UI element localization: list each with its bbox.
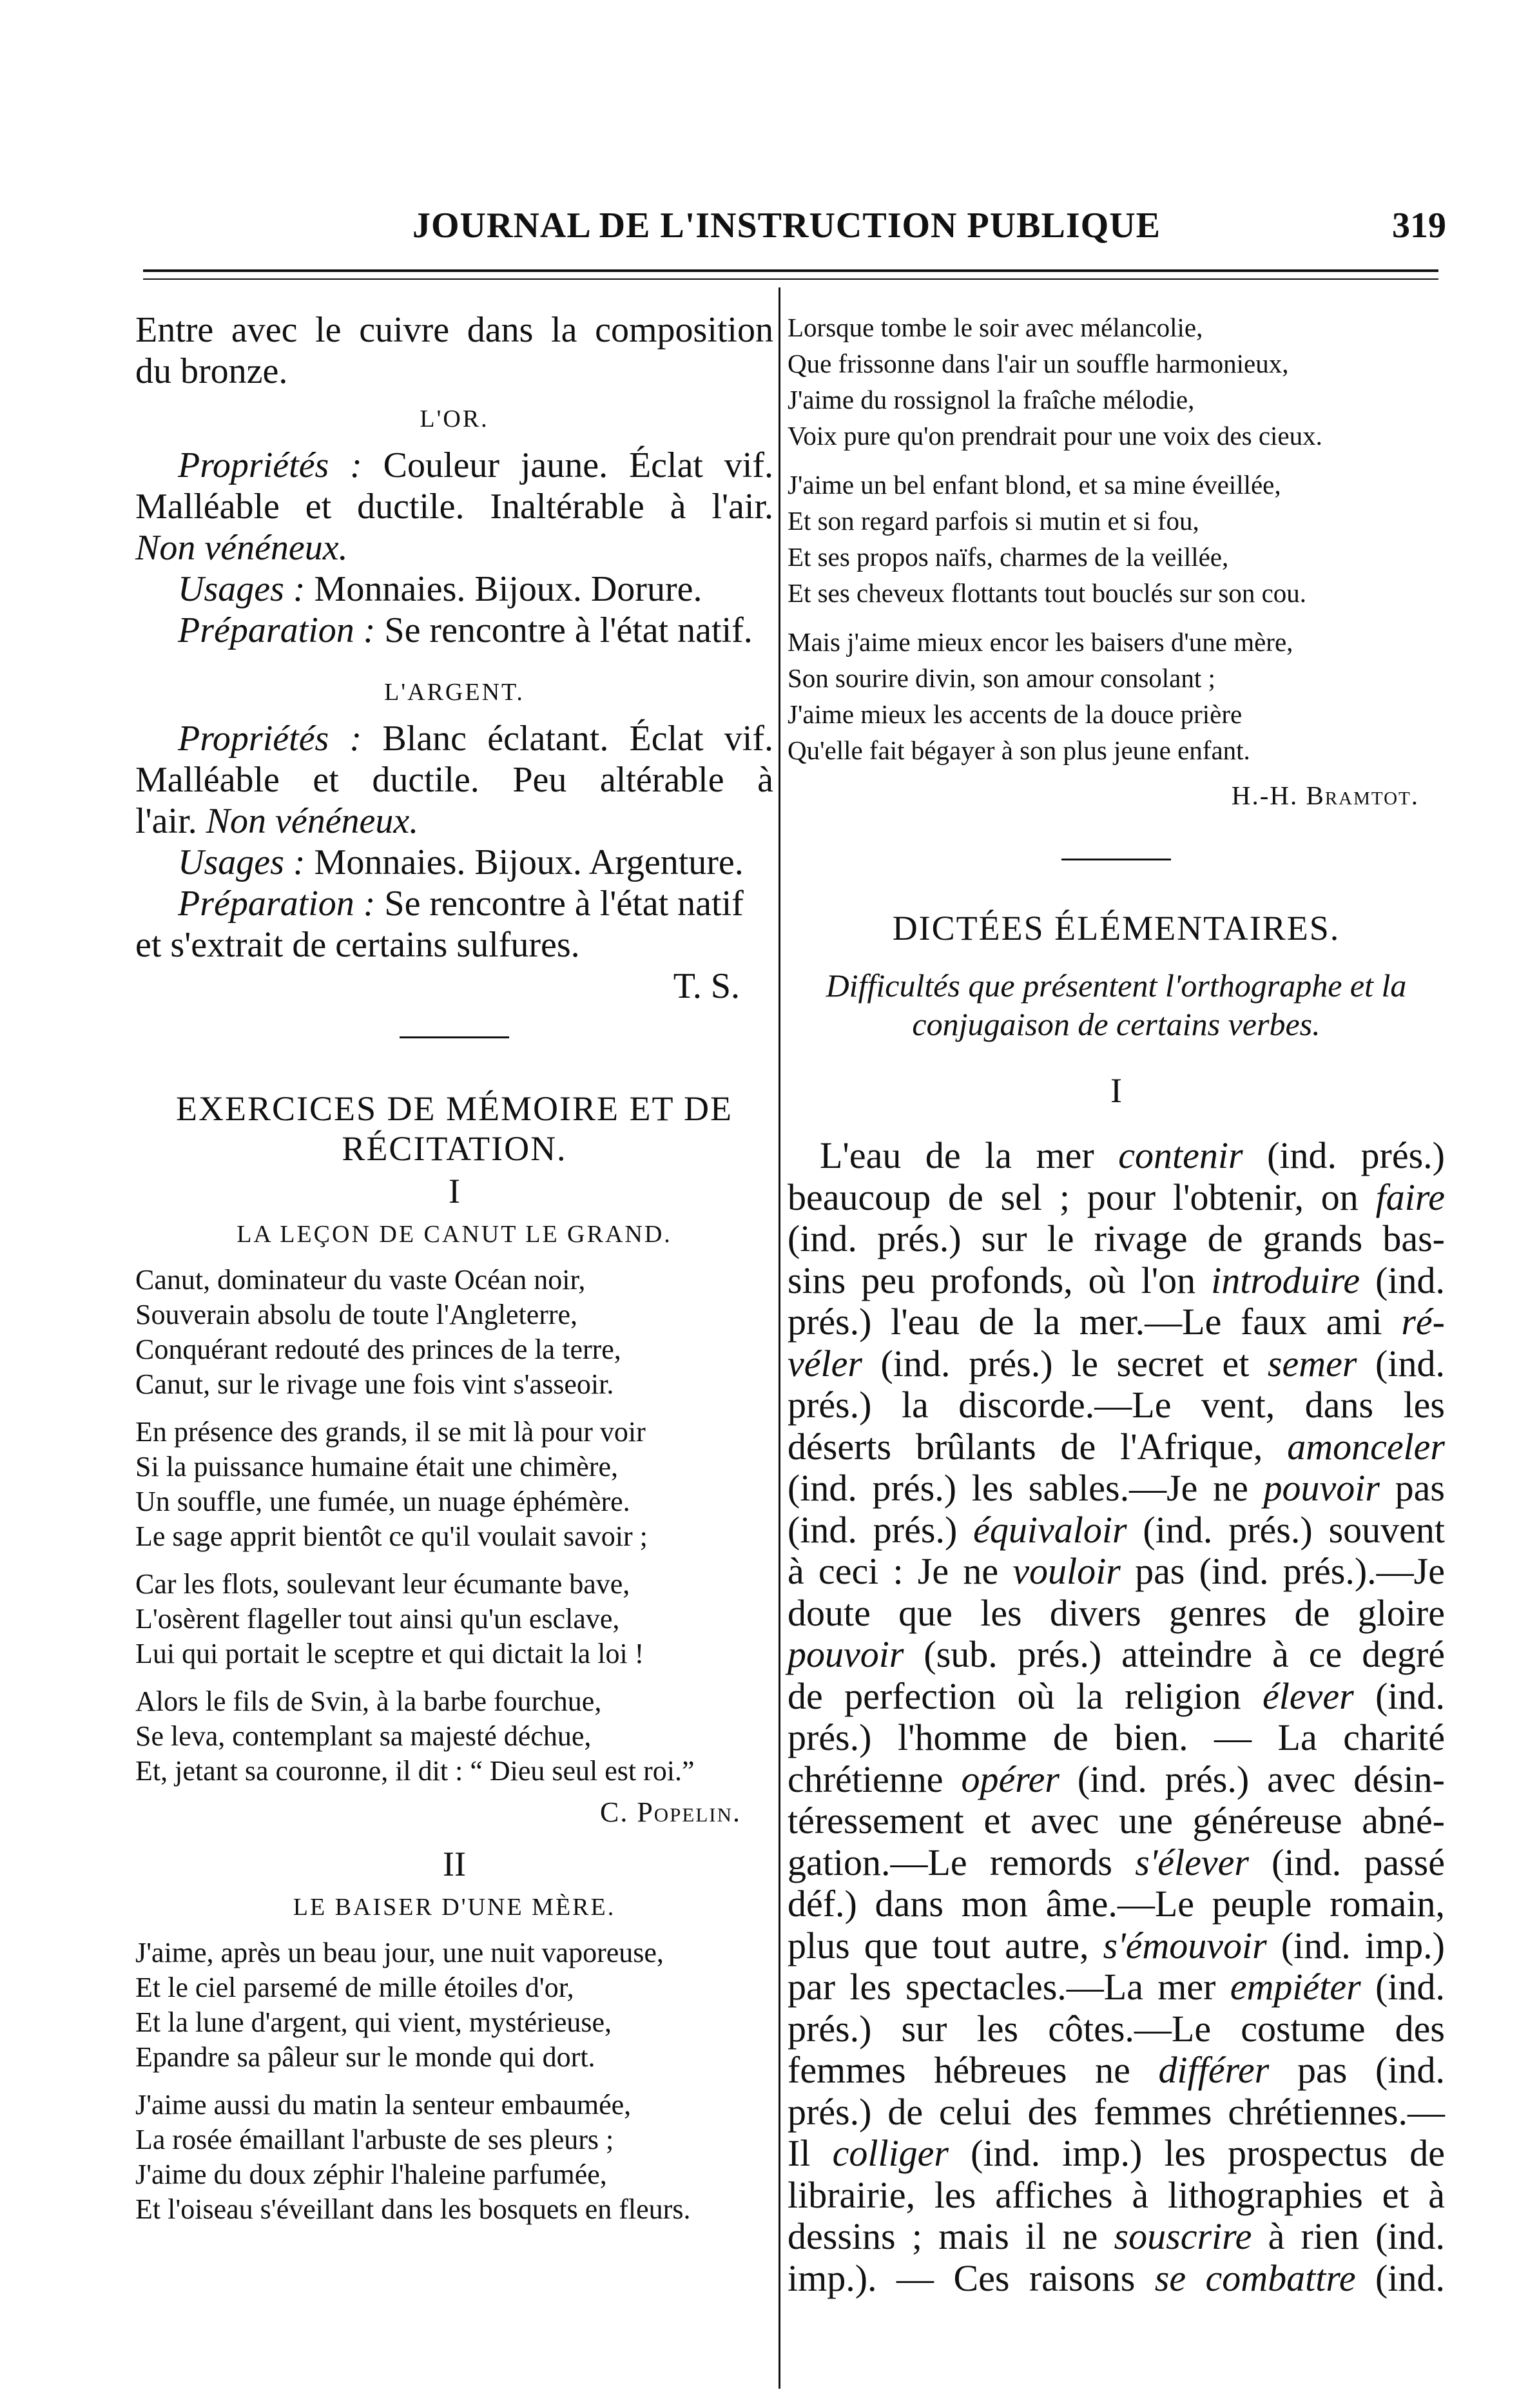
verse-line: J'aime aussi du matin la senteur embaumée, [135,2089,632,2121]
dictee-line: prés.) l'eau de la mer.—Le faux ami ré- [788,1301,1445,1343]
value: Couleur jaune. Éclat vif. [362,445,774,485]
dictee-line: sins peu profonds, où l'on introduire (ind. [788,1259,1445,1301]
poem-author: H.-H. Bramtot. [1231,781,1419,810]
or-section [135,445,773,651]
verse-line: Et son regard parfois si mutin et si fou, [788,506,1199,536]
dictee-line: à ceci : Je ne vouloir pas (ind. prés.).—Je [788,1550,1445,1592]
verse-line: Qu'elle fait bégayer à son plus jeune enfant. [788,735,1250,765]
stanza [788,467,1445,611]
text-line [135,801,773,842]
verse-line: J'aime mieux les accents de la douce prière [788,699,1243,729]
text-line: Entre avec le cuivre dans la composition [135,310,773,350]
section-divider [1061,859,1171,860]
stanza [135,1936,773,2075]
verse-line: Canut, sur le rivage une fois vint s'asseoir. [135,1368,614,1400]
verse-line: Canut, dominateur du vaste Océan noir, [135,1264,586,1296]
running-head: JOURNAL DE L'INSTRUCTION PUBLIQUE [412,206,1161,246]
dictees-title: DICTÉES ÉLÉMENTAIRES. [892,909,1340,947]
text-line [135,568,773,610]
verse-line: J'aime un bel enfant blond, et sa mine éveillée, [788,470,1281,500]
dictee-line: doute que les divers genres de gloire [788,1591,1445,1634]
stanza [135,1684,773,1789]
dictee-line: prés.) l'homme de bien. — La charité [788,1716,1445,1758]
title-line: RÉCITATION. [342,1129,567,1168]
label: Non vénéneux. [206,801,419,841]
signature: T. S. [673,966,740,1006]
verse-line: Et la lune d'argent, qui vient, mystérieuse, [135,2006,612,2038]
text-line: et s'extrait de certains sulfures. [135,925,580,965]
dictee-line: prés.) la discorde.—Le vent, dans les [788,1384,1445,1426]
text-line: Malléable et ductile. Inaltérable à l'air. [135,487,773,527]
dictee-line: imp.). — Ces raisons se combattre (ind. [788,2257,1445,2299]
dictee-line: téressement et avec une généreuse abné- [788,1800,1445,1841]
left-column [135,309,773,2240]
label: Préparation : [178,884,376,924]
dictees-subtitle [788,966,1445,1044]
section-divider [400,1036,509,1038]
dictee-line: véler (ind. prés.) le secret et semer (ind. [788,1342,1445,1384]
verse-line: L'osèrent flageller tout ainsi qu'un esclave, [135,1603,620,1635]
subtitle-line: Difficultés que présentent l'orthographe et la [826,967,1407,1004]
dictee-line: chrétienne opérer (ind. prés.) avec désin- [788,1758,1445,1800]
label: Propriétés : [178,445,362,485]
header-rule [143,269,1438,272]
dictee-line: beaucoup de sel ; pour l'obtenir, on faire [788,1176,1445,1218]
verse-line: Car les flots, soulevant leur écumante bave, [135,1568,630,1600]
verse-line: Et, jetant sa couronne, il dit : “ Dieu seul est roi.” [135,1755,695,1787]
value: Se rencontre à l'état natif. [375,610,753,650]
verse-line: Et ses cheveux flottants tout bouclés sur son cou. [788,578,1307,608]
text-line: Non vénéneux. [135,528,348,568]
stanza [135,1415,773,1554]
verse-line: Le sage apprit bientôt ce qu'il voulait savoir ; [135,1520,648,1552]
title-line: EXERCICES DE MÉMOIRE ET DE [176,1089,733,1128]
intro-paragraph [135,309,773,392]
verse-line: J'aime, après un beau jour, une nuit vaporeuse, [135,1937,664,1968]
dictee-line: dessins ; mais il ne souscrire à rien (ind. [788,2215,1446,2257]
verse-line: Voix pure qu'on prendrait pour une voix des cieux. [788,421,1322,451]
dictee-line: prés.) de celui des femmes chrétiennes.— [788,2090,1445,2133]
dictee-line: (ind. prés.) sur le rivage de grands bas- [788,1218,1445,1259]
text-line [135,718,773,759]
verse-line: Epandre sa pâleur sur le monde qui dort. [135,2041,595,2073]
exercices-title [135,1089,773,1169]
section-number: II [443,1845,466,1883]
text-line [135,610,773,651]
dictee-line: déserts brûlants de l'Afrique, amonceler [788,1425,1445,1468]
poem-baiser-part1 [135,1936,773,2227]
dictee-line: de perfection où la religion élever (ind. [788,1675,1445,1717]
dictee-line: Il colliger (ind. imp.) les prospectus de [788,2132,1445,2174]
poem-baiser-part2 [788,309,1445,813]
dictee-line: L'eau de la mer contenir (ind. prés.) [820,1134,1445,1176]
verse-line: Lui qui portait le sceptre et qui dictait la loi ! [135,1638,644,1669]
text-line [135,883,773,924]
verse-line: Lorsque tombe le soir avec mélancolie, [788,313,1203,342]
dictee-text [788,1135,1445,2299]
right-column [788,309,1445,2299]
text-line: Malléable et ductile. Peu altérable à [135,760,773,800]
label: Propriétés : [178,719,362,759]
stanza [135,1567,773,1671]
verse-line: Et ses propos naïfs, charmes de la veillée, [788,542,1229,572]
poem-author: C. Popelin. [599,1796,741,1828]
text-line [135,842,773,883]
stanza [788,309,1445,454]
dictee-line: déf.) dans mon âme.—Le peuple romain, [788,1883,1445,1925]
label: Usages : [178,842,305,882]
value: Se rencontre à l'état natif [375,884,744,924]
label: Préparation : [178,610,376,650]
value: l'air. [135,801,206,841]
verse-line: J'aime du rossignol la fraîche mélodie, [788,385,1195,414]
subtitle-line: conjugaison de certains verbes. [912,1006,1321,1042]
value: Monnaies. Bijoux. Argenture. [305,842,744,882]
column-divider [779,287,780,2389]
verse-line: Mais j'aime mieux encor les baisers d'une mère, [788,627,1293,657]
poem-title: LA LEÇON DE CANUT LE GRAND. [237,1221,672,1248]
verse-line: Que frissonne dans l'air un souffle harmonieux, [788,349,1289,378]
dictee-line: gation.—Le remords s'élever (ind. passé [788,1841,1445,1883]
dictee-line: librairie, les affiches à lithographies et à [788,2173,1445,2216]
verse-line: Souverain absolu de toute l'Angleterre, [135,1299,578,1330]
dictee-line: pouvoir (sub. prés.) atteindre à ce degré [788,1633,1445,1675]
verse-line: Et le ciel parsemé de mille étoiles d'or, [135,1972,574,2003]
verse-line: Se leva, contemplant sa majesté déchue, [135,1720,592,1752]
page-number: 319 [1392,206,1446,246]
verse-line: J'aime du doux zéphir l'haleine parfumée, [135,2159,607,2190]
stanza [788,624,1445,768]
label: Usages : [178,569,305,609]
stanza [135,2088,773,2227]
text-line [135,445,773,486]
dictee-line: (ind. prés.) équivaloir (ind. prés.) souvent [788,1508,1445,1551]
verse-line: Alors le fils de Svin, à la barbe fourchue, [135,1685,602,1717]
verse-line: Si la puissance humaine était une chimère, [135,1451,618,1482]
verse-line: Son sourire divin, son amour consolant ; [788,663,1215,693]
verse-line: Et l'oiseau s'éveillant dans les bosquets en fleurs. [135,2193,691,2225]
dictee-line: (ind. prés.) les sables.—Je ne pouvoir pas [788,1467,1445,1509]
dictee-line: prés.) sur les côtes.—Le costume des [788,2007,1445,2050]
verse-line: La rosée émaillant l'arbuste de ses pleurs ; [135,2124,614,2155]
value: Monnaies. Bijoux. Dorure. [305,569,702,609]
argent-section [135,718,773,1007]
verse-line: Conquérant redouté des princes de la terre, [135,1334,621,1365]
poem-title: LE BAISER D'UNE MÈRE. [293,1894,616,1921]
text-line: du bronze. [135,351,288,391]
dictee-line: par les spectacles.—La mer empiéter (ind. [788,1966,1445,2008]
argent-heading: L'ARGENT. [384,679,525,706]
or-heading: L'OR. [420,405,489,432]
verse-line: En présence des grands, il se mit là pour voir [135,1416,646,1448]
verse-line: Un souffle, une fumée, un nuage éphémère. [135,1486,630,1517]
stanza [135,1263,773,1402]
section-number: I [449,1172,460,1210]
value: Blanc éclatant. Éclat vif. [362,719,774,759]
dictee-line: femmes hébreues ne différer pas (ind. [788,2049,1445,2091]
header-rule-thin [143,278,1438,280]
dictee-line: plus que tout autre, s'émouvoir (ind. imp.) [788,1924,1445,1966]
section-number: I [1110,1071,1122,1110]
poem-canut [135,1263,773,1830]
